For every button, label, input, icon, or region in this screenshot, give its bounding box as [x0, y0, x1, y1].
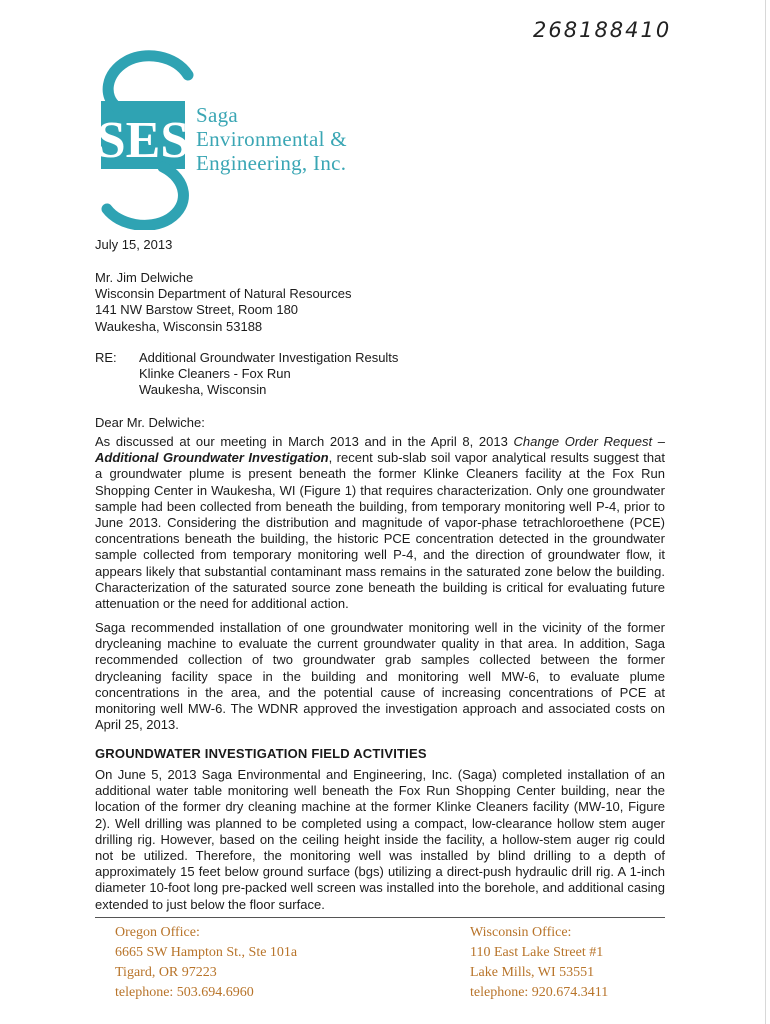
section-heading: GROUNDWATER INVESTIGATION FIELD ACTIVITIES [95, 746, 427, 761]
recipient-line: Waukesha, Wisconsin 53188 [95, 318, 263, 334]
change-order-title: Change Order Request – [513, 434, 665, 449]
footer-divider [95, 917, 665, 918]
office-line: 110 East Lake Street #1 [470, 945, 604, 960]
paragraph-3-text: On June 5, 2013 Saga Environmental and Engineering, Inc. (Saga) completed installation of an additional water table monitoring well beneath the Fox Run Shopping Center building, near the location of the former dry cleaning machine at the former Klinke Cleaners facility (MW-10, Figure 2). Well drilling was planned to be completed using a compact, low-clearance hollow stem auger drilling rig. However, based on the ceiling height inside the facility, a hollow-stem auger rig could not be utilized. Therefore, the monitoring well was installed by blind drilling to a depth of approximately 15 feet below ground surface (bgs) utilizing a direct-push hydraulic drill rig. A 1-inch diameter 10-foot long pre-packed well screen was installed into the borehole, and additional casing extended to just below the floor surface. [95, 767, 665, 912]
paragraph-1 [95, 434, 665, 612]
company-line-3: Engineering, Inc. [196, 151, 347, 175]
scan-edge-line [765, 0, 766, 1024]
office-line: 6665 SW Hampton St., Ste 101a [115, 945, 298, 960]
paragraph-3 [95, 767, 665, 913]
saga-logo-icon [95, 45, 205, 230]
recipient-address [95, 270, 665, 335]
company-name [196, 103, 347, 175]
office-line: Tigard, OR 97223 [115, 965, 217, 980]
office-line: telephone: 920.674.3411 [470, 985, 609, 1000]
recipient-line: 141 NW Barstow Street, Room 180 [95, 302, 299, 318]
logo-monogram: SES [96, 112, 190, 169]
office-line: Lake Mills, WI 53551 [470, 965, 595, 980]
paragraph-2-text: Saga recommended installation of one groundwater monitoring well in the vicinity of the former drycleaning machine to evaluate the current groundwater quality in that area. In addition, Saga recommended collection of two groundwater grab samples collected between the former drycleaning facility space in the building and monitoring well MW-6, to evaluate plume concentrations in the area, and the potential cause of increasing concentrations of PCE at monitoring well MW-6. The WDNR approved the investigation approach and associated costs on April 25, 2013. [95, 620, 665, 733]
office-line: telephone: 503.694.6960 [115, 985, 254, 1000]
wisconsin-office [470, 923, 608, 1003]
company-line-2: Environmental & [196, 127, 347, 151]
subject-label: RE: [95, 350, 117, 365]
paragraph-2 [95, 620, 665, 733]
recipient-line: Mr. Jim Delwiche [95, 270, 194, 285]
handwritten-document-number: 268188410 [533, 18, 672, 42]
company-line-1: Saga [196, 103, 239, 127]
paragraph-1-rest: , recent sub-slab soil vapor analytical results suggest that a groundwater plume is present beneath the former Klinke Cleaners facility at the Fox Run Shopping Center in Waukesha, WI (Figure 1) that requires characterization. Only one groundwater sample had been collected from beneath the building, from temporary monitoring well P-4, prior to June 2013. Considering the distribution and magnitude of vapor-phase tetrachloroethene (PCE) concentrations beneath the building, the historic PCE concentration detected in the groundwater sample collected from temporary monitoring well P-4, and the direction of groundwater flow, it appears likely that substantial contaminant mass remains in the saturated zone below the building. Characterization of the saturated source zone beneath the building is critical for evaluating future attenuation or the need for additional action. [95, 450, 665, 612]
office-line: Wisconsin Office: [470, 925, 572, 940]
oregon-office [115, 923, 297, 1003]
letter-date: July 15, 2013 [95, 237, 173, 252]
recipient-line: Wisconsin Department of Natural Resources [95, 286, 352, 302]
subject-line: Additional Groundwater Investigation Results [139, 350, 399, 365]
subject-line: Klinke Cleaners - Fox Run [139, 366, 291, 382]
office-line: Oregon Office: [115, 925, 200, 940]
subject-line: Waukesha, Wisconsin [139, 382, 267, 398]
salutation: Dear Mr. Delwiche: [95, 415, 205, 430]
change-order-subtitle: Additional Groundwater Investigation [95, 450, 329, 466]
paragraph-1-lead: As discussed at our meeting in March 2013 and in the April 8, 2013 [95, 434, 514, 449]
